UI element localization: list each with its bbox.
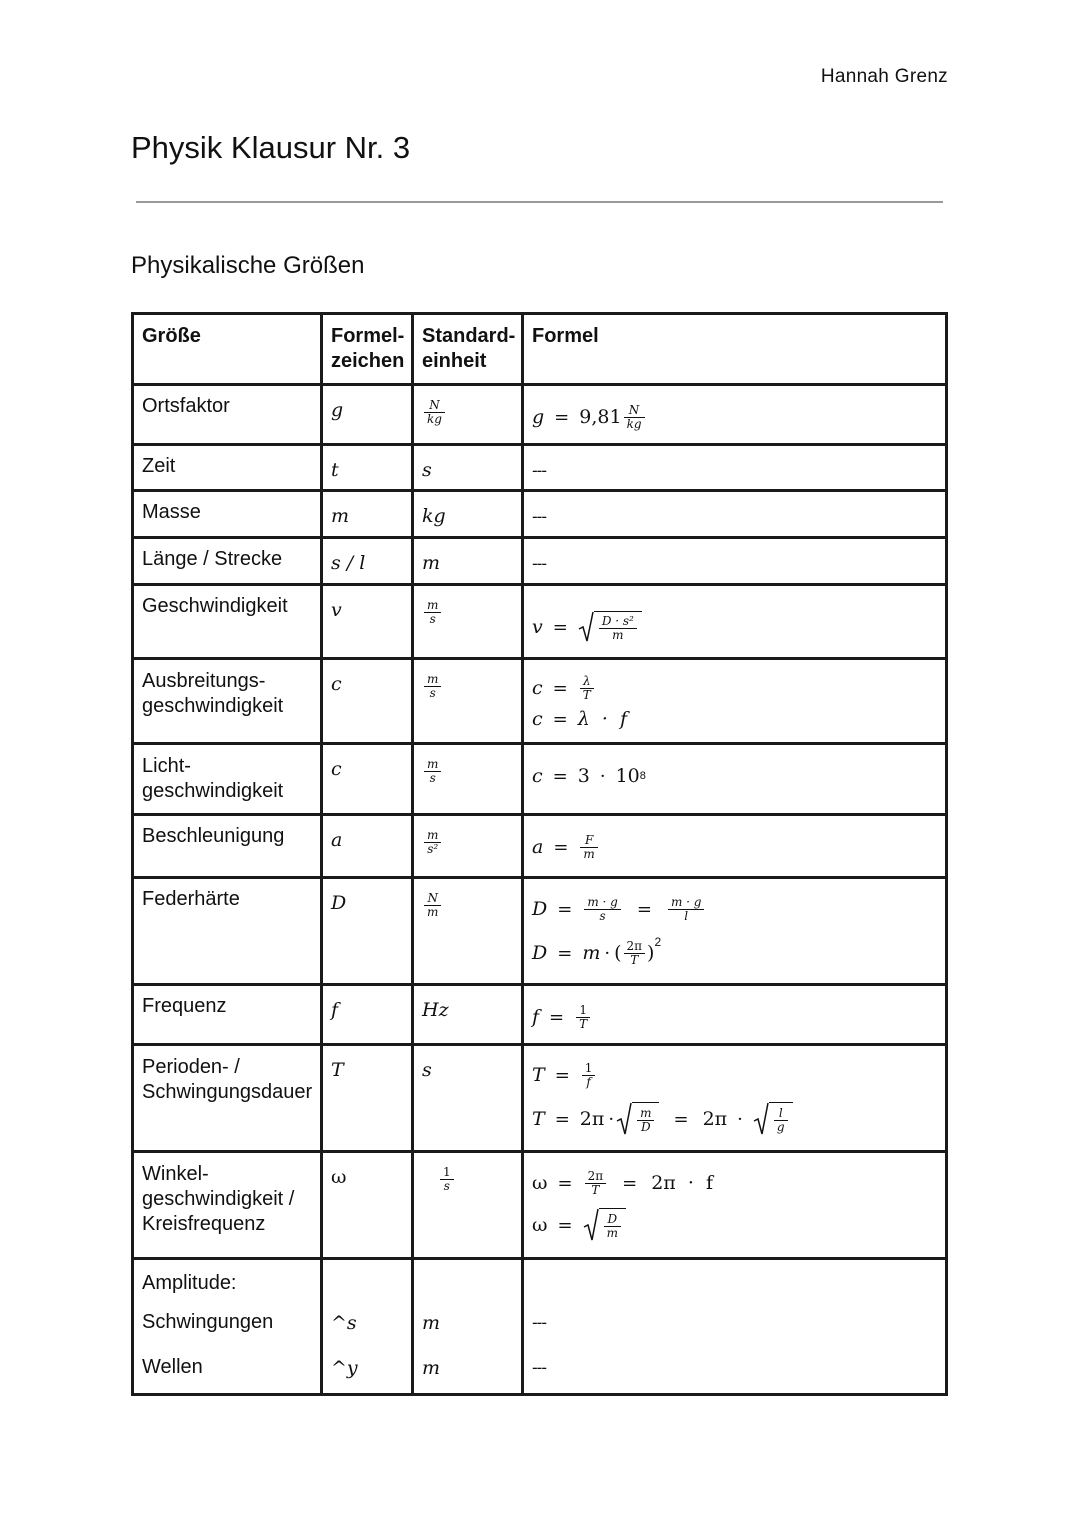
unit: Hz [422,999,449,1021]
table-row [133,744,947,815]
unit: kg [422,505,446,527]
table-row [133,1045,947,1152]
formula-symbol: D [331,892,347,914]
unit: s [422,1059,432,1081]
table-row [133,659,947,744]
header-quantity: Größe [133,314,322,385]
quantity-name: Frequenz [133,985,322,1045]
table-row [133,538,947,585]
table-row [133,491,947,538]
formula-symbol: ^s [331,1311,357,1334]
formula: T = $\frac{1}{f}$ [532,1059,937,1091]
unit-fraction: $\frac{1}{s}$ [440,1166,454,1193]
formula-symbol: T [331,1059,344,1081]
formula: T = 2π · $\frac{m}{D}$ = 2π · $\frac{l}{g}$ [532,1097,937,1141]
formula: --- [532,1312,546,1332]
formula: --- [532,461,546,480]
unit: m [422,552,441,574]
quantity-name: Federhärte [133,878,322,985]
quantity-name: Perioden- / Schwingungsdauer [133,1045,322,1152]
table-row [133,878,947,985]
quantity-name: Licht- geschwindigkeit [133,744,322,815]
unit-fraction: $\frac{m}{s}$ [424,599,441,626]
formula: --- [532,1357,546,1377]
quantity-name: Beschleunigung [133,815,322,878]
quantity-subname: Wellen [142,1356,203,1378]
quantity-name: Zeit [133,445,322,491]
unit-fraction: $\frac{N}{kg}$ [424,399,445,426]
unit-fraction: $\frac{m}{\text{s²}}$ [424,829,441,856]
formula: ω = $\frac{D}{m}$ [532,1204,937,1246]
sqrt-sign: $\frac{m}{D}$ [616,1102,659,1136]
author-name: Hannah Grenz [820,66,948,87]
formula-symbol: f [331,999,339,1021]
quantity-name: Ausbreitungs- geschwindigkeit [133,659,322,744]
formula-symbol: v [331,599,342,621]
quantity-name: Amplitude: [142,1271,237,1294]
unit: m [422,1356,441,1379]
quantity-name: Geschwindigkeit [133,585,322,659]
formula-symbol: a [331,829,343,851]
formula: v = $\frac{\text{D · s²}}{m}$ [532,609,937,645]
table-header-row [133,314,947,385]
table-row [133,385,947,445]
unit-fraction: $\frac{N}{m}$ [424,892,441,919]
section-title: Physikalische Größen [131,252,365,279]
formula-symbol: s / l [331,552,366,574]
page-title: Physik Klausur Nr. 3 [131,130,411,165]
table-row [133,985,947,1045]
table-row [133,585,947,659]
header-unit: Standard- einheit [413,314,523,385]
table-row [133,445,947,491]
sqrt-sign: $\frac{\text{D · s²}}{m}$ [578,611,642,643]
formula: c = λ · f [532,708,628,730]
formula-symbol: g [331,399,344,421]
title-divider [136,201,943,203]
formula: D = m · ( $\frac{2\pi}{T}$ ) 2 [532,935,662,967]
unit: m [422,1311,441,1334]
header-formula: Formel [523,314,947,385]
formula: f = $\frac{1}{T}$ [532,999,937,1035]
formula: c = 3 · 10 8 [532,765,646,787]
unit-fraction: $\frac{m}{s}$ [424,758,441,785]
formula: g = 9,81 $\frac{N}{kg}$ [532,399,937,435]
header-symbol: Formel- zeichen [322,314,413,385]
sqrt-sign: $\frac{D}{m}$ [583,1208,626,1242]
formula: c = $\frac{\lambda}{T}$ [532,673,937,703]
formula-symbol: m [331,505,350,527]
formula: --- [532,554,546,573]
table-row [133,1152,947,1259]
formula-symbol: c [331,673,342,695]
formula-symbol: c [331,758,342,780]
table-row [133,815,947,878]
formula: ω = $\frac{2\pi}{T}$ = 2π · f [532,1168,714,1197]
formula-symbol: ^y [331,1356,358,1379]
formula-symbol: t [331,459,339,481]
unit-fraction: $\frac{m}{s}$ [424,673,441,700]
table-row [133,1259,947,1395]
formula: --- [532,507,546,526]
formula-symbol: ω [331,1166,347,1188]
formula: D = $\frac{m \cdot g}{s}$ = $\frac{m \cdot g}{l}$ [532,892,937,926]
sqrt-sign: $\frac{l}{g}$ [753,1102,793,1136]
quantity-subname: Schwingungen [142,1311,274,1333]
quantity-name: Winkel- geschwindigkeit / Kreisfrequenz [133,1152,322,1259]
unit: s [422,459,432,481]
quantity-name: Länge / Strecke [133,538,322,585]
quantity-name: Masse [133,491,322,538]
formula: a = $\frac{F}{m}$ [532,829,937,865]
quantities-table [131,312,948,1396]
quantity-name: Ortsfaktor [133,385,322,445]
